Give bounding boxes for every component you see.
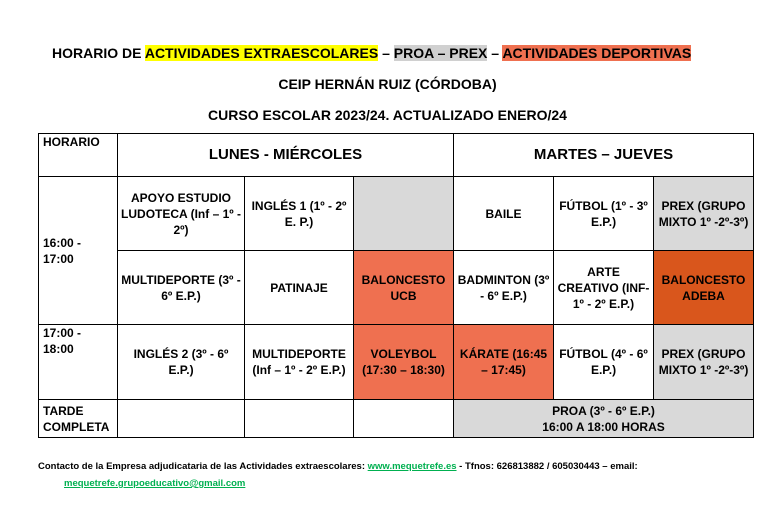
- contact-line: [38, 461, 638, 472]
- title-prefix: HORARIO DE: [52, 45, 145, 61]
- cell-multideporte-2: MULTIDEPORTE (Inf – 1º - 2º E.P.): [245, 325, 354, 400]
- email-link[interactable]: mequetrefe.grupoeducativo@gmail.com: [64, 478, 246, 489]
- cell-proa: [454, 400, 754, 438]
- cell-voleybol: VOLEYBOL (17:30 – 18:30): [354, 325, 454, 400]
- cell-ingles-2: INGLÉS 2 (3º - 6º E.P.): [118, 325, 245, 400]
- cell-baile: BAILE: [454, 177, 554, 251]
- cell-prex-1: PREX (GRUPO MIXTO 1º -2º-3º): [654, 177, 754, 251]
- cell-futbol-2: FÚTBOL (4º - 6º E.P.): [554, 325, 654, 400]
- header-horario: HORARIO: [39, 134, 118, 177]
- website-link[interactable]: www.mequetrefe.es: [367, 461, 457, 472]
- slot-16-17: 16:00 - 17:00: [39, 177, 118, 325]
- cell-empty: [118, 400, 245, 438]
- slot-tarde-completa: TARDE COMPLETA: [39, 400, 118, 438]
- cell-empty: [354, 400, 454, 438]
- cell-ingles-1: INGLÉS 1 (1º - 2º E. P.): [245, 177, 354, 251]
- cell-patinaje: PATINAJE: [245, 251, 354, 325]
- schedule-table: [38, 133, 754, 438]
- title-sep: –: [487, 45, 503, 61]
- phones-text: - Tfnos: 626813882 / 605030443 – email:: [456, 461, 638, 472]
- cell-baloncesto-adeba: BALONCESTO ADEBA: [654, 251, 754, 325]
- cell-arte-creativo: ARTE CREATIVO (INF- 1º - 2º E.P.): [554, 251, 654, 325]
- cell-prex-2: PREX (GRUPO MIXTO 1º -2º-3º): [654, 325, 754, 400]
- title-sep: –: [378, 45, 394, 61]
- cell-multideporte-1: MULTIDEPORTE (3º - 6º E.P.): [118, 251, 245, 325]
- title-deportivas: ACTIVIDADES DEPORTIVAS: [502, 45, 692, 61]
- header-lunes-miercoles: LUNES - MIÉRCOLES: [118, 134, 454, 177]
- cell-apoyo-estudio: APOYO ESTUDIO LUDOTECA (Inf – 1º - 2º): [118, 177, 245, 251]
- cell-baloncesto-ucb: BALONCESTO UCB: [354, 251, 454, 325]
- email-line: [64, 478, 245, 489]
- course-year: CURSO ESCOLAR 2023/24. ACTUALIZADO ENERO/24: [208, 107, 567, 123]
- proa-hours: 16:00 A 18:00 HORAS: [542, 419, 665, 434]
- slot-17-18: 17:00 - 18:00: [39, 325, 118, 400]
- cell-empty: [245, 400, 354, 438]
- cell-karate: KÁRATE (16:45 – 17:45): [454, 325, 554, 400]
- school-name: CEIP HERNÁN RUIZ (CÓRDOBA): [278, 76, 497, 92]
- header-martes-jueves: MARTES – JUEVES: [454, 134, 754, 177]
- title-extraescolares: ACTIVIDADES EXTRAESCOLARES: [144, 45, 379, 61]
- cell-futbol-1: FÚTBOL (1º - 3º E.P.): [554, 177, 654, 251]
- title-proa-prex: PROA – PREX: [393, 45, 488, 61]
- page-title: [52, 45, 691, 61]
- contact-text: Contacto de la Empresa adjudicataria de las Actividades extraescolares:: [38, 461, 368, 472]
- cell-badminton: BADMINTON (3º - 6º E.P.): [454, 251, 554, 325]
- proa-label: PROA (3º - 6º E.P.): [552, 403, 655, 418]
- cell-empty: [354, 177, 454, 251]
